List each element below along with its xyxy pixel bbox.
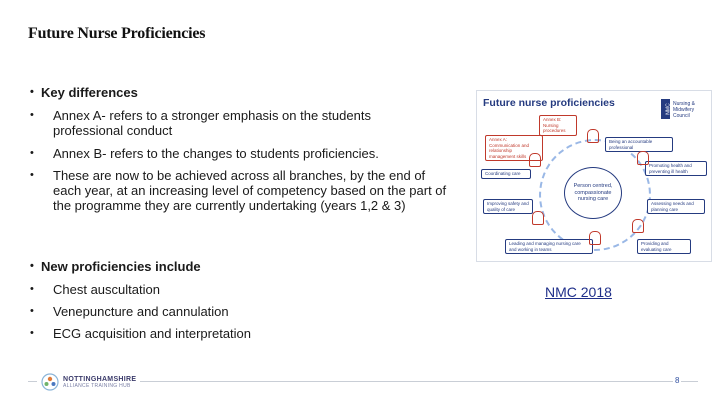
- list-item-text: These are now to be achieved across all branches, by the end of each year, at an increasing level of competency based on the part of the programme they are currently undertaking (years 1,2 & 3): [53, 168, 447, 213]
- future-nurse-proficiencies-image: [476, 90, 712, 262]
- list-item-text: Venepuncture and cannulation: [53, 304, 229, 319]
- nurse-figure-icon: [589, 231, 601, 245]
- svg-text:NMC: NMC: [665, 103, 672, 115]
- svg-text:Council: Council: [673, 113, 690, 119]
- list-item: [28, 168, 458, 213]
- list-item-text: Annex B- refers to the changes to students proficiencies.: [53, 146, 379, 161]
- list-item-text: Chest auscultation: [53, 282, 160, 297]
- bullet: •: [30, 86, 34, 98]
- list-item: [28, 146, 458, 161]
- list-item-text: ECG acquisition and interpretation: [53, 326, 252, 341]
- assessing-label: Assessing needs and planning care: [647, 199, 705, 214]
- nurse-figure-icon: [637, 151, 649, 165]
- list-item: [28, 326, 458, 341]
- bullet: •: [30, 109, 34, 121]
- svg-text:Nursing &: Nursing &: [673, 101, 695, 107]
- nurse-figure-icon: [532, 211, 544, 225]
- list-item: [28, 304, 458, 319]
- accountable-label: Being an accountable professional: [605, 137, 673, 152]
- coordinating-label: Coordinating care: [481, 169, 531, 179]
- providing-label: Providing and evaluating care: [637, 239, 691, 254]
- heading-text: Key differences: [41, 85, 138, 100]
- annex-a-label: Annex A: Communication and relationship management skills: [485, 135, 543, 161]
- bullet: •: [30, 147, 34, 159]
- leading-label: Leading and managing nursing care and working in teams: [505, 239, 593, 254]
- slide-title: Future Nurse Proficiencies: [28, 25, 206, 42]
- centre-label: Person centred, compassionate nursing care: [564, 167, 622, 219]
- nurse-figure-icon: [529, 153, 541, 167]
- new-proficiencies-heading: [28, 259, 458, 274]
- key-differences-section: [28, 85, 458, 213]
- annex-b-label: Annex B: Nursing procedures: [539, 115, 577, 136]
- hub-logo-icon: [41, 373, 59, 391]
- safety-label: Improving safety and quality of care: [483, 199, 533, 214]
- promoting-label: Promoting health and preventing ill health: [645, 161, 707, 176]
- heading-text: New proficiencies include: [41, 259, 201, 274]
- nmc-logo: [661, 98, 705, 120]
- new-proficiencies-section: [28, 259, 458, 341]
- key-differences-heading: [28, 85, 458, 100]
- logo-line-2: ALLIANCE TRAINING HUB: [63, 382, 131, 389]
- nurse-figure-icon: [632, 219, 644, 233]
- list-item: [28, 282, 458, 297]
- bullet: •: [30, 260, 34, 272]
- svg-text:Midwifery: Midwifery: [673, 107, 695, 113]
- nottinghamshire-logo: [37, 373, 140, 391]
- page-number: 8: [675, 376, 680, 385]
- list-item: [28, 108, 458, 138]
- bullet: •: [30, 169, 34, 181]
- list-item-text: Annex A- refers to a stronger emphasis on the students professional conduct: [53, 108, 371, 138]
- bullet: •: [30, 327, 34, 339]
- nurse-figure-icon: [587, 129, 599, 143]
- bullet: •: [30, 305, 34, 317]
- logo-line-1: NOTTINGHAMSHIRE: [63, 375, 137, 383]
- image-title: Future nurse proficiencies: [483, 97, 615, 109]
- nmc-2018-link[interactable]: NMC 2018: [545, 284, 612, 300]
- bullet: •: [30, 283, 34, 295]
